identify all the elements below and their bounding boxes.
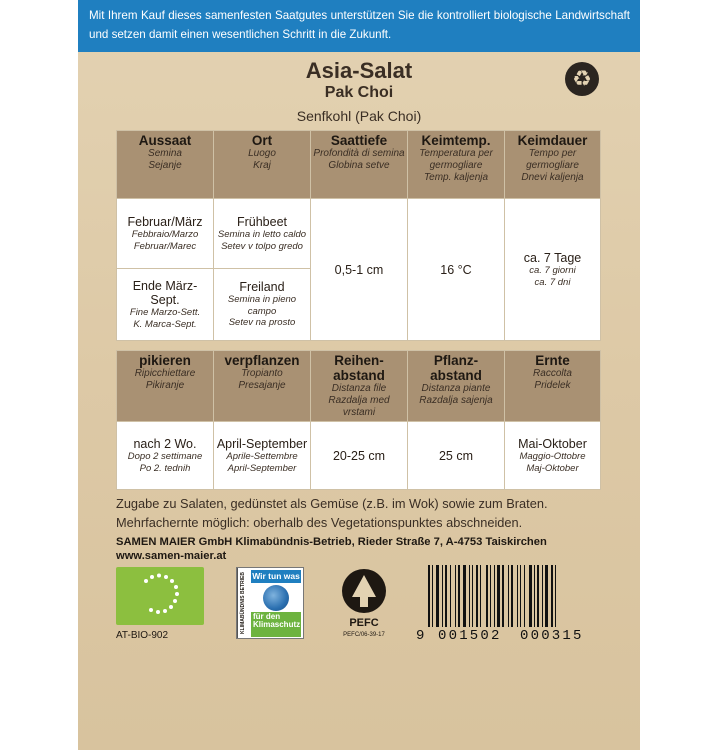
cell-keimtemp: 16 °C: [408, 199, 505, 341]
cell-saattiefe: 0,5-1 cm: [311, 199, 408, 341]
barcode-bar: [472, 565, 473, 627]
barcode-bar: [497, 565, 500, 627]
header-reihenabstand: Reihen-abstand Distanza file Razdalja med vrstami: [311, 351, 408, 422]
product-title: Asia-Salat: [305, 58, 413, 83]
cell-ort-row1: Frühbeet Semina in letto caldo Setev v tolpo gredo: [214, 199, 311, 269]
sowing-table: [116, 130, 601, 341]
barcode-bar: [445, 565, 447, 627]
header-saattiefe: Saattiefe Profondità di semina Globina setve: [311, 131, 408, 199]
cell-aussaat-row1: Februar/März Febbraio/Marzo Februar/Marec: [117, 199, 214, 269]
globe-icon: [263, 585, 289, 611]
barcode-bar: [537, 565, 539, 627]
usage-description: Zugabe zu Salaten, gedünstet als Gemüse (z.B. im Wok) sowie zum Braten. Mehrfachernte möglich: oberhalb des Vegetationspunktes abschneiden.: [116, 496, 548, 530]
botanical-name: Senfkohl (Pak Choi): [296, 108, 422, 124]
barcode-bar: [524, 565, 525, 627]
barcode-bar: [555, 565, 556, 627]
barcode-bar: [428, 565, 430, 627]
klimabuendnis-globe-icon: [236, 567, 304, 639]
cell-verpflanzen: April-September Aprile-Settembre April-September: [214, 422, 311, 490]
barcode-bar: [529, 565, 532, 627]
barcode-bar: [458, 565, 460, 627]
barcode-bar: [469, 565, 470, 627]
header-keimtemp: Keimtemp. Temperatura per germogliare Temp. kaljenja: [408, 131, 505, 199]
eu-organic-code: AT-BIO-902: [116, 630, 169, 641]
info-banner: Mit Ihrem Kauf dieses samenfesten Saatgutes unterstützen Sie die kontrolliert biologische Landwirtschaft und setzen damit einen wesentlichen Schritt in die Zukunft.: [78, 0, 640, 52]
header-pikieren: pikieren Ripicchiettare Pikiranje: [117, 351, 214, 422]
cell-pflanzabstand: 25 cm: [408, 422, 505, 490]
header-keimdauer: Keimdauer Tempo per germogliare Dnevi kaljenja: [505, 131, 601, 199]
company-address: SAMEN MAIER GmbH Klimabündnis-Betrieb, Rieder Straße 7, A-4753 Taiskirchen: [116, 536, 547, 548]
barcode-bar: [432, 565, 433, 627]
barcode: [416, 562, 602, 646]
barcode-bar: [542, 565, 543, 627]
barcode-right-digits: 000315: [520, 628, 584, 644]
barcode-bar: [455, 565, 456, 627]
klima-bottom-text: für den Klimaschutz: [251, 612, 301, 637]
barcode-left-digits: 001502: [438, 628, 502, 644]
barcode-bar: [486, 565, 488, 627]
klima-strip-text: KLIMABÜNDNIS BETRIEB: [237, 568, 249, 638]
barcode-bar: [436, 565, 439, 627]
barcode-first-digit: 9: [416, 628, 425, 644]
klima-top-text: Wir tun was: [252, 571, 300, 581]
barcode-bar: [490, 565, 491, 627]
pefc-code: PEFC/06-39-17: [343, 632, 385, 638]
cell-pikieren: nach 2 Wo. Dopo 2 settimane Po 2. tednih: [117, 422, 214, 490]
barcode-bar: [463, 565, 466, 627]
barcode-bar: [480, 565, 481, 627]
seed-packet-back: [78, 0, 640, 750]
barcode-bar: [511, 565, 513, 627]
header-ort: Ort Luogo Kraj: [214, 131, 311, 199]
pefc-label: PEFC: [349, 617, 379, 629]
barcode-bar: [442, 565, 443, 627]
planting-table: [116, 350, 601, 490]
cell-keimdauer: ca. 7 Tage ca. 7 giorni ca. 7 dni: [505, 199, 601, 341]
barcode-bar: [551, 565, 553, 627]
cell-ernte: Mai-Oktober Maggio-Ottobre Maj-Oktober: [505, 422, 601, 490]
barcode-bar: [520, 565, 521, 627]
header-pflanzabstand: Pflanz-abstand Distanza piante Razdalja sajenja: [408, 351, 505, 422]
cell-reihenabstand: 20-25 cm: [311, 422, 408, 490]
header-verpflanzen: verpflanzen Tropianto Presajanje: [214, 351, 311, 422]
barcode-bar: [534, 565, 535, 627]
barcode-bar: [545, 565, 548, 627]
cell-ort-row2: Freiland Semina in pieno campo Setev na prosto: [214, 269, 311, 341]
barcode-bar: [450, 565, 451, 627]
product-subtitle: Pak Choi: [324, 84, 394, 101]
barcode-bar: [476, 565, 478, 627]
barcode-bar: [502, 565, 504, 627]
header-aussaat: Aussaat Semina Sejanje: [117, 131, 214, 199]
barcode-bar: [494, 565, 495, 627]
recycle-icon: ♻: [565, 62, 599, 96]
eu-organic-leaf-icon: [116, 567, 204, 625]
cell-aussaat-row2: Ende März-Sept. Fine Marzo-Sett. K. Marca-Sept.: [117, 269, 214, 341]
company-website: www.samen-maier.at: [116, 550, 227, 562]
barcode-bar: [517, 565, 518, 627]
header-ernte: Ernte Raccolta Pridelek: [505, 351, 601, 422]
barcode-bar: [508, 565, 509, 627]
barcode-bars: [428, 565, 600, 627]
